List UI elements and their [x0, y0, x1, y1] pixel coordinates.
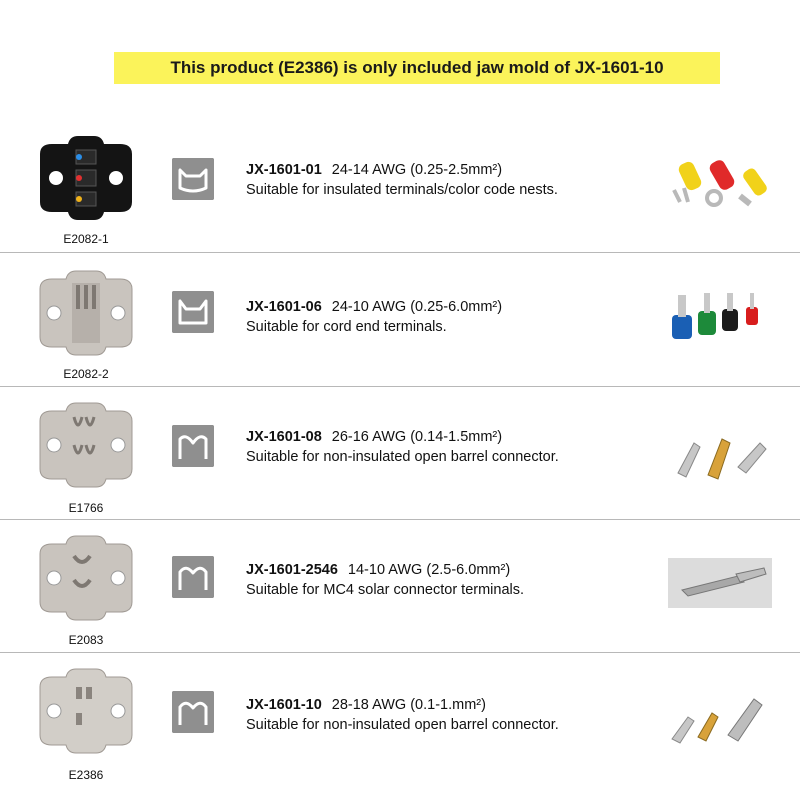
open-barrel-connectors-small-image	[668, 687, 778, 747]
mold-code-label: E1766	[68, 501, 104, 515]
mold-description	[246, 160, 558, 200]
steel-jaw-mold-image	[32, 667, 140, 755]
open-barrel-connectors-image	[668, 423, 778, 483]
wire-spec: 24-14 AWG (0.25-2.5mm²)	[331, 162, 503, 178]
steel-jaw-mold-image	[32, 534, 140, 622]
insulated-profile-icon	[172, 158, 214, 200]
mold-row-3	[0, 387, 800, 519]
insulated-terminals-image	[668, 152, 778, 212]
mold-code-label: E2083	[68, 633, 104, 647]
wire-spec: 24-10 AWG (0.25-6.0mm²)	[331, 299, 503, 315]
mold-description	[246, 695, 559, 735]
suitability-text: Suitable for MC4 solar connector terminals.	[246, 582, 525, 598]
cord-end-ferrules-image	[668, 291, 778, 351]
model-number: JX-1601-08	[246, 429, 322, 445]
model-number: JX-1601-01	[246, 162, 322, 178]
model-number: JX-1601-06	[246, 299, 322, 315]
mold-code-label: E2386	[68, 768, 104, 782]
model-number: JX-1601-10	[246, 697, 322, 713]
suitability-text: Suitable for non-insulated open barrel connector.	[246, 717, 559, 733]
wire-spec: 28-18 AWG (0.1-1.mm²)	[331, 697, 486, 713]
black-jaw-mold-image	[32, 134, 140, 222]
suitability-text: Suitable for non-insulated open barrel connector.	[246, 449, 559, 465]
mold-description	[246, 297, 502, 337]
mold-code-label: E2082-1	[63, 232, 109, 246]
wire-spec: 14-10 AWG (2.5-6.0mm²)	[347, 562, 511, 578]
mold-row-4	[0, 520, 800, 652]
mc4-terminals-image	[668, 554, 778, 614]
mold-row-1	[0, 120, 800, 252]
cord-end-profile-icon	[172, 291, 214, 333]
suitability-text: Suitable for insulated terminals/color code nests.	[246, 182, 558, 198]
model-number: JX-1601-2546	[246, 562, 338, 578]
header-banner: This product (E2386) is only included jaw mold of JX-1601-10	[114, 52, 720, 84]
wire-spec: 26-16 AWG (0.14-1.5mm²)	[331, 429, 503, 445]
steel-jaw-mold-image	[32, 401, 140, 489]
mold-description	[246, 427, 559, 467]
mc4-profile-icon	[172, 556, 214, 598]
steel-jaw-mold-image	[32, 269, 140, 357]
mold-row-2	[0, 253, 800, 385]
mold-row-5	[0, 653, 800, 785]
mold-code-label: E2082-2	[63, 367, 109, 381]
mold-description	[246, 560, 524, 600]
open-barrel-profile-icon	[172, 691, 214, 733]
open-barrel-profile-icon	[172, 425, 214, 467]
suitability-text: Suitable for cord end terminals.	[246, 319, 447, 335]
